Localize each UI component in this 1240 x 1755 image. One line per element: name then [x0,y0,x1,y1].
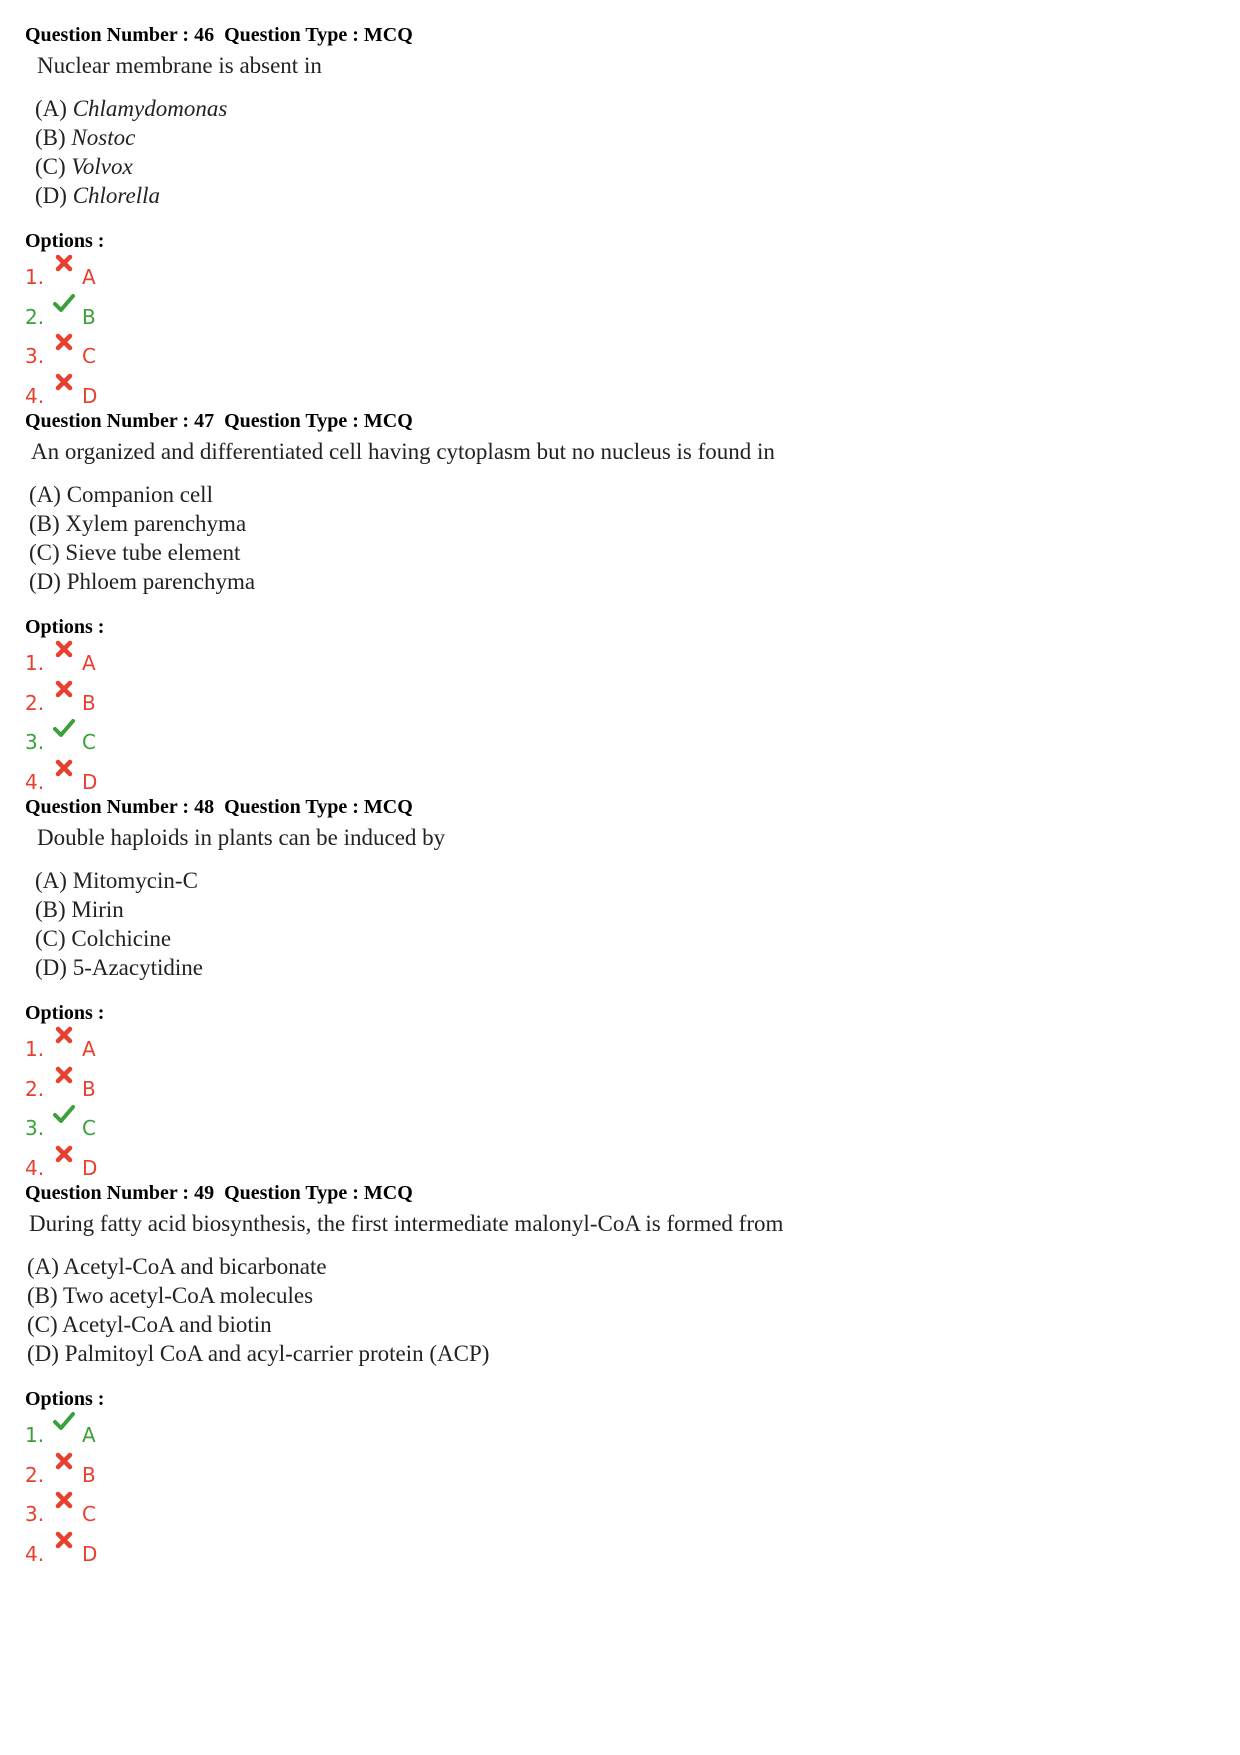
option-number: 3. [25,1116,45,1140]
cross-icon [53,331,75,353]
choice-prefix: (A) [35,868,73,893]
option-letter: A [82,1423,96,1447]
choice-b [27,1281,1205,1310]
choice-text: Two acetyl-CoA molecules [63,1283,314,1308]
choice-a [35,866,1205,895]
option-number: 4. [25,1541,45,1566]
choice-prefix: (B) [35,125,72,150]
check-icon [53,717,75,739]
choice-b [35,123,1205,152]
options-list [25,1026,1205,1184]
cross-icon [53,678,75,700]
question-text: During fatty acid biosynthesis, the first intermediate malonyl-CoA is formed from [29,1211,784,1236]
check-icon [53,1410,75,1432]
option-number: 1. [25,1037,45,1061]
option-number: 4. [25,769,45,794]
cross-icon [53,252,75,274]
choice-text: Palmitoyl CoA and acyl-carrier protein (ACP) [64,1341,490,1366]
choice-prefix: (A) [27,1254,64,1279]
option-number: 2. [25,1076,45,1101]
options-label: Options : [25,230,105,252]
option-number: 2. [25,1462,45,1487]
choice-text: Acetyl-CoA and biotin [62,1312,272,1337]
option-letter: B [82,690,96,715]
choice-prefix: (A) [29,482,67,507]
choice-prefix: (D) [35,183,73,208]
choice-prefix: (C) [27,1312,63,1337]
option-letter: B [82,1076,96,1101]
option-row [25,1491,1205,1531]
cross-icon [53,1143,75,1165]
options-list [25,1412,1205,1570]
cross-icon [53,1529,75,1551]
option-row [25,1412,1205,1452]
option-letter: A [82,265,96,289]
option-row [25,759,1205,799]
choice-prefix: (C) [35,926,72,951]
cross-icon [53,1450,75,1472]
choice-text: Chlorella [72,183,161,208]
question-header: Question Number : 46 Question Type : MCQ [25,24,413,46]
choice-prefix: (B) [29,511,66,536]
choice-text: Volvox [71,154,133,179]
choice-d [27,1339,1205,1368]
option-letter: D [82,1155,98,1180]
option-number: 3. [25,344,45,368]
choice-c [35,924,1205,953]
choice-b [29,509,1205,538]
option-row [25,254,1205,294]
answer-choices [25,1252,1205,1368]
choice-text: Mitomycin-C [72,868,198,893]
question-block [25,22,1205,412]
option-letter: B [82,1462,96,1487]
cross-icon [53,1489,75,1511]
choice-text: Chlamydomonas [72,96,228,121]
question-text: Double haploids in plants can be induced by [37,825,446,850]
option-row [25,719,1205,759]
option-letter: B [82,304,96,329]
option-row [25,333,1205,373]
choice-d [35,181,1205,210]
question-header: Question Number : 47 Question Type : MCQ [25,410,413,432]
option-number: 1. [25,265,45,289]
option-letter: D [82,1541,98,1566]
option-letter: A [82,651,96,675]
option-row [25,1026,1205,1066]
cross-icon [53,638,75,660]
choice-text: Colchicine [71,926,172,951]
option-row [25,294,1205,334]
option-letter: C [82,1116,96,1140]
choice-prefix: (B) [27,1283,63,1308]
answer-choices [25,480,1205,596]
options-label: Options : [25,1388,105,1410]
option-number: 4. [25,383,45,408]
choice-d [35,953,1205,982]
option-row [25,680,1205,720]
option-letter: C [82,730,96,754]
option-row [25,1105,1205,1145]
cross-icon [53,1024,75,1046]
choice-text: Sieve tube element [65,540,241,565]
option-number: 3. [25,1502,45,1526]
check-icon [53,292,75,314]
choice-prefix: (D) [27,1341,65,1366]
choice-d [29,567,1205,596]
choice-text: Nostoc [71,125,136,150]
option-number: 1. [25,1423,45,1447]
check-icon [53,1103,75,1125]
option-number: 1. [25,651,45,675]
cross-icon [53,757,75,779]
option-letter: C [82,344,96,368]
cross-icon [53,371,75,393]
choice-text: Mirin [71,897,124,922]
question-header: Question Number : 49 Question Type : MCQ [25,1182,413,1204]
choice-a [27,1252,1205,1281]
option-row [25,1145,1205,1185]
option-row [25,1531,1205,1571]
option-row [25,640,1205,680]
option-row [25,373,1205,413]
option-letter: C [82,1502,96,1526]
choice-prefix: (A) [35,96,73,121]
options-label: Options : [25,616,105,638]
choice-prefix: (C) [29,540,66,565]
choice-text: 5-Azacytidine [72,955,203,980]
options-list [25,254,1205,412]
cross-icon [53,1064,75,1086]
option-number: 3. [25,730,45,754]
options-label: Options : [25,1002,105,1024]
option-row [25,1066,1205,1106]
choice-c [35,152,1205,181]
question-block [25,408,1205,798]
choice-text: Companion cell [66,482,213,507]
answer-choices [25,94,1205,210]
choice-prefix: (C) [35,154,72,179]
choice-text: Xylem parenchyma [65,511,247,536]
question-text: An organized and differentiated cell having cytoplasm but no nucleus is found in [31,439,775,464]
question-text: Nuclear membrane is absent in [37,53,322,78]
option-row [25,1452,1205,1492]
option-letter: D [82,769,98,794]
choice-text: Phloem parenchyma [66,569,256,594]
choice-prefix: (D) [29,569,67,594]
option-number: 2. [25,690,45,715]
choice-a [35,94,1205,123]
option-number: 4. [25,1155,45,1180]
choice-b [35,895,1205,924]
option-letter: A [82,1037,96,1061]
option-letter: D [82,383,98,408]
choice-c [29,538,1205,567]
choice-prefix: (B) [35,897,72,922]
option-number: 2. [25,304,45,329]
choice-c [27,1310,1205,1339]
question-header: Question Number : 48 Question Type : MCQ [25,796,413,818]
question-block [25,1180,1205,1570]
choice-prefix: (D) [35,955,73,980]
question-block [25,794,1205,1184]
answer-choices [25,866,1205,982]
choice-text: Acetyl-CoA and bicarbonate [63,1254,327,1279]
options-list [25,640,1205,798]
choice-a [29,480,1205,509]
